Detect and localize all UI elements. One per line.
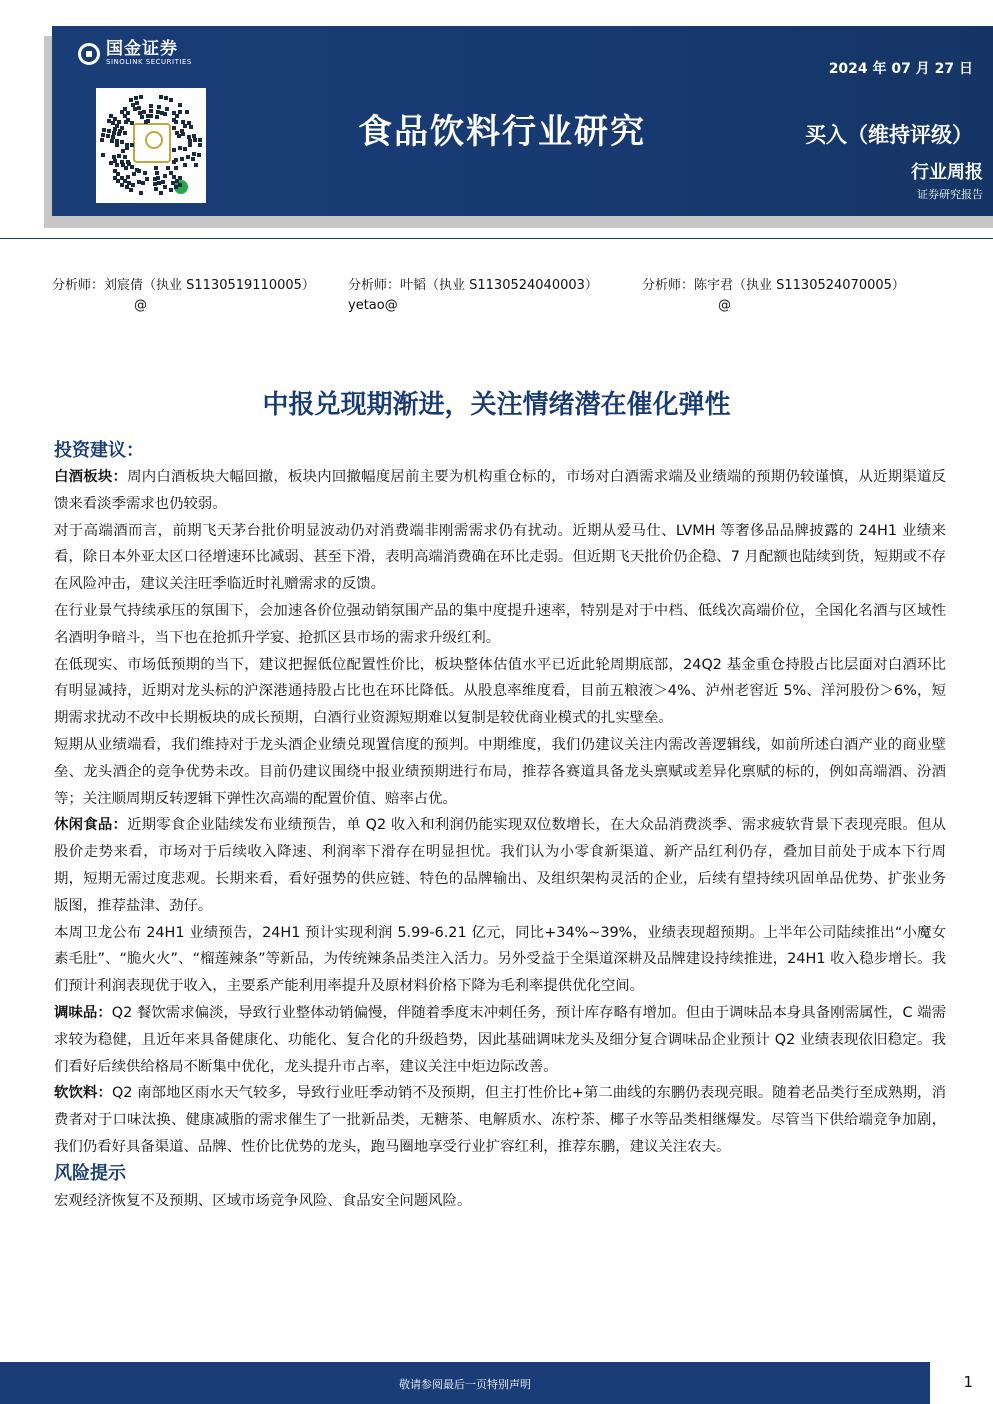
analyst-3-info: 分析师：陈宇君（执业 S1130524070005）	[642, 278, 905, 293]
analyst-2-email[interactable]: yetao@	[348, 298, 398, 313]
risk-heading: 风险提示	[54, 1162, 126, 1184]
footer-notice: 敬请参阅最后一页特别声明	[399, 1378, 531, 1391]
paragraph-lead: 软饮料：	[54, 1085, 112, 1102]
analyst-3	[642, 276, 905, 316]
qr-center-logo-icon	[133, 123, 171, 163]
paragraph-list	[54, 464, 946, 1161]
report-type: 行业周报	[911, 162, 983, 183]
report-industry-title: 食品饮料行业研究	[358, 112, 646, 152]
paragraph-lead: 调味品：	[54, 1004, 112, 1021]
analyst-1-info: 分析师：刘宸倩（执业 S1130519110005）	[52, 278, 315, 293]
paragraph	[54, 812, 946, 919]
report-main-title: 中报兑现期渐进，关注情绪潜在催化弹性	[262, 390, 731, 420]
report-subtype: 证券研究报告	[917, 188, 983, 201]
paragraph-text: Q2 南部地区雨水天气较多，导致行业旺季动销不及预期，但主打性价比+第二曲线的东鹏仍表现亮眼。随着老品类行至成熟期，消费者对于口味汰换、健康减脂的需求催生了一批新品类，无糖茶、电解质水、冻柠茶、椰子水等品类相继爆发。尽管当下供给端竞争加剧，我们仍看好具备渠道、品牌、性价比优势的龙头，跑马圈地享受行业扩容红利，推荐东鹏，建议关注农夫。	[54, 1085, 946, 1155]
header-divider	[0, 238, 993, 239]
analyst-1	[52, 276, 315, 316]
analyst-2-info: 分析师：叶韬（执业 S1130524040003）	[348, 278, 598, 293]
report-body	[54, 438, 946, 1215]
paragraph-lead: 休闲食品：	[54, 817, 128, 834]
report-date: 2024 年 07 月 27 日	[828, 61, 973, 77]
paragraph	[54, 518, 946, 598]
page-number: 1	[963, 1373, 973, 1391]
analyst-2	[348, 276, 598, 316]
paragraph	[54, 920, 946, 1000]
paragraph-text: 在低现实、市场低预期的当下，建议把握低位配置性价比，板块整体估值水平已近此轮周期底部，24Q2 基金重仓持股占比层面对白酒环比有明显减持，近期对龙头标的沪深港通持股占比也在环比降低。从股息率维度看，目前五粮液＞4%、泸州老窖近 5%、洋河股份＞6%，短期需求扰动不改中长期板块的成长预期，白酒行业资源短期难以复制是较优商业模式的扎实壁垒。	[54, 656, 946, 727]
paragraph-text: 短期从业绩端看，我们维持对于龙头酒企业绩兑现置信度的预判。中期维度，我们仍建议关注内需改善逻辑线，如前所述白酒产业的商业壁垒、龙头酒企的竞争优势未改。目前仍建议围绕中报业绩预期进行布局，推荐各赛道具备龙头禀赋或差异化禀赋的标的，例如高端酒、汾酒等；关注顺周期反转逻辑下弹性次高端的配置价值、赔率占优。	[54, 736, 946, 807]
paragraph-text: 近期零食企业陆续发布业绩预告，单 Q2 收入和利润仍能实现双位数增长，在大众品消费淡季、需求疲软背景下表现亮眼。但从股价走势来看，市场对于后续收入降速、利润率下滑存在明显担忧。我们认为小零食新渠道、新产品红利仍存，叠加目前处于成本下行周期，短期无需过度悲观。长期来看，看好强势的供应链、特色的品牌输出、及组织架构灵活的企业，后续有望持续巩固单品优势、扩张业务版图，推荐盐津、劲仔。	[54, 817, 946, 914]
paragraph	[54, 652, 946, 732]
logo-text-cn: 国金证券	[106, 39, 178, 59]
logo-icon	[78, 43, 100, 65]
company-logo	[78, 40, 192, 67]
paragraph	[54, 598, 946, 652]
risk-text: 宏观经济恢复不及预期、区域市场竞争风险、食品安全问题风险。	[54, 1192, 472, 1209]
header-banner	[52, 26, 993, 216]
paragraph-text: 本周卫龙公布 24H1 业绩预告，24H1 预计实现利润 5.99-6.21 亿元，同比+34%~39%，业绩表现超预期。上半年公司陆续推出“小魔女素毛肚”、“脆火火”、“榴莲辣条”等新品，为传统辣条品类注入活力。另外受益于全渠道深耕及品牌建设持续推进，24H1 收入稳步增长。我们预计利润表现优于收入，主要系产能利用率提升及原材料价格下降为毛利率提供优化空间。	[54, 924, 946, 995]
rating-badge: 买入（维持评级）	[805, 123, 973, 147]
paragraph	[54, 1080, 946, 1160]
paragraph	[54, 464, 946, 518]
qr-code-icon	[96, 88, 206, 203]
paragraph-text: 周内白酒板块大幅回撤，板块内回撤幅度居前主要为机构重仓标的，市场对白酒需求端及业绩端的预期仍较谨慎，从近期渠道反馈来看淡季需求也仍较弱。	[54, 469, 946, 512]
paragraph-text: 在行业景气持续承压的氛围下，会加速各价位强动销氛围产品的集中度提升速率，特别是对于中档、低线次高端价位，全国化名酒与区域性名酒明争暗斗，当下也在抢抓升学宴、抢抓区县市场的需求升级红利。	[54, 602, 946, 646]
analyst-1-email[interactable]: @	[134, 298, 147, 313]
analyst-3-email[interactable]: @	[718, 298, 731, 313]
invest-advice-heading: 投资建议：	[54, 440, 144, 461]
paragraph	[54, 732, 946, 812]
paragraph-lead: 白酒板块：	[54, 469, 128, 485]
paragraph-text: Q2 餐饮需求偏淡，导致行业整体动销偏慢，伴随着季度末冲刺任务，预计库存略有增加。但由于调味品本身具备刚需属性，C 端需求较为稳健，且近年来具备健康化、功能化、复合化的升级趋势，因此基础调味龙头及细分复合调味品企业预计 Q2 业绩表现依旧稳定。我们看好后续供给格局不断集中优化，龙头提升市占率，建议关注中炬边际改善。	[54, 1004, 946, 1075]
paragraph	[54, 1000, 946, 1080]
paragraph-text: 对于高端酒而言，前期飞天茅台批价明显波动仍对消费端非刚需需求仍有扰动。近期从爱马仕、LVMH 等奢侈品品牌披露的 24H1 业绩来看，除日本外亚太区口径增速环比减弱、甚至下滑，表明高端消费确在环比走弱。但近期飞天批价仍企稳、7 月配额也陆续到货，短期或不存在风险冲击，建议关注旺季临近时礼赠需求的反馈。	[54, 522, 946, 593]
logo-text-en: SINOLINK SECURITIES	[106, 58, 192, 66]
